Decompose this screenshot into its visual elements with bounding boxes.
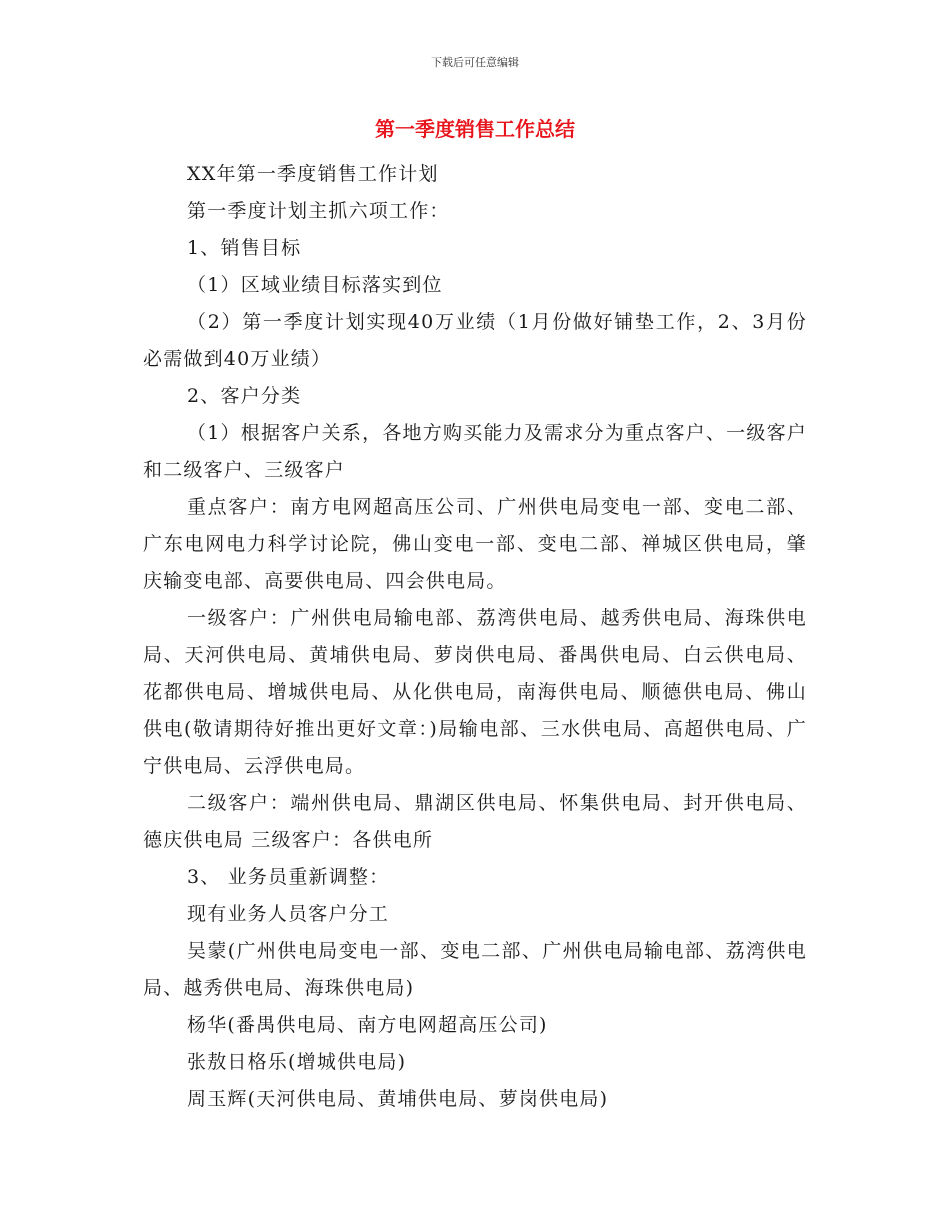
document-title: 第一季度销售工作总结: [375, 117, 575, 141]
paragraph: 3、 业务员重新调整：: [187, 866, 390, 888]
paragraph: 二级客户：端州供电局、鼎湖区供电局、怀集供电局、封开供电局、德庆供电局 三级客户：各供电所: [143, 792, 807, 851]
paragraph: 杨华(番禺供电局、南方电网超高压公司): [187, 1014, 548, 1036]
paragraph: XX年第一季度销售工作计划: [187, 163, 439, 185]
paragraph: 1、销售目标: [187, 237, 302, 259]
paragraph: 现有业务人员客户分工: [187, 903, 390, 925]
paragraph: 第一季度计划主抓六项工作：: [187, 200, 450, 222]
paragraph: （1）根据客户关系，各地方购买能力及需求分为重点客户、一级客户和二级客户、三级客户: [143, 422, 807, 481]
paragraph: （1）区域业绩目标落实到位: [187, 274, 443, 296]
paragraph: 一级客户：广州供电局输电部、荔湾供电局、越秀供电局、海珠供电局、天河供电局、黄埔供电局、萝岗供电局、番禺供电局、白云供电局、花都供电局、增城供电局、从化供电局，南海供电局、顺德供电局、佛山供电(敬请期待好推出更好文章：)局输电部、三水供电局、高超供电局、广宁供电局、云浮供电局。: [143, 607, 807, 777]
paragraph: （2）第一季度计划实现40万业绩（1月份做好铺垫工作，2、3月份必需做到40万业绩）: [143, 311, 807, 370]
paragraph: 2、客户分类: [187, 385, 302, 407]
paragraph: 张敖日格乐(增城供电局): [187, 1051, 407, 1073]
paragraph: 吴蒙(广州供电局变电一部、变电二部、广州供电局输电部、荔湾供电局、越秀供电局、海珠供电局): [143, 940, 807, 999]
paragraph: 周玉辉(天河供电局、黄埔供电局、萝岗供电局): [187, 1088, 609, 1110]
paragraph: 重点客户：南方电网超高压公司、广州供电局变电一部、变电二部、广东电网电力科学讨论院，佛山变电一部、变电二部、禅城区供电局，肇庆输变电部、高要供电局、四会供电局。: [143, 496, 807, 592]
header-note: 下载后可任意编辑: [431, 56, 519, 69]
document-body: [143, 156, 807, 1118]
